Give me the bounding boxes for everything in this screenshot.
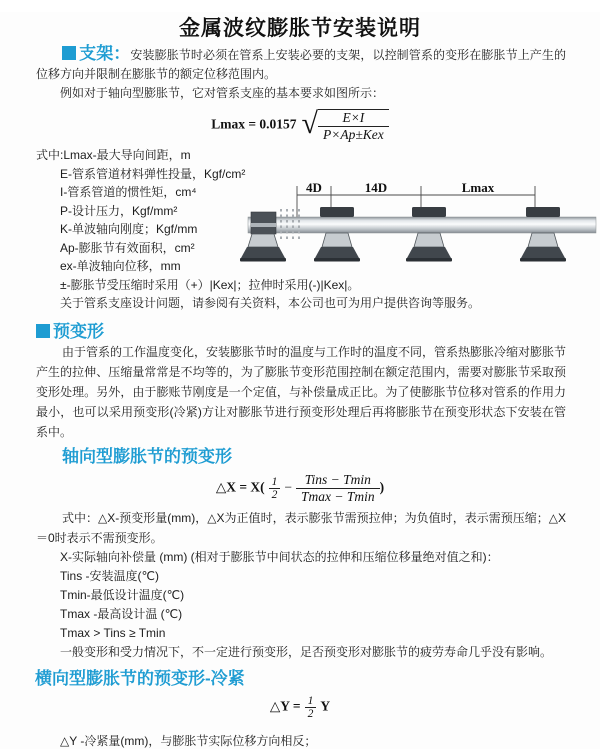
lmax-formula-lhs: Lmax = 0.0157 [211, 116, 297, 132]
temperature-fraction: $\frac{\text{Tins − Tmin}}{Tmax - Tmin}$ [296, 473, 380, 504]
pipe-support-diagram [248, 179, 596, 279]
radical-sign: √ [301, 106, 319, 140]
minus-sign: − [284, 479, 293, 495]
guide-support [520, 207, 566, 262]
predeform-paragraph: 由于管系的工作温度变化，安装膨胀节时的温度与工作时的温度不同，管系热膨胀冷缩对膨胀节产生的拉伸、压缩量常常是不均等的，为了膨胀节变形范围控制在额定范围内，需要对膨胀节采取预变形处理。另外，由于膨账节刚度是一个定值，与补偿量成正比。为了使膨胀节位移对管系的作用力最小，也可以采用预变形(冷紧)方让对膨胀节进行预变形处理后再将膨胀节在预变形状态下安装在管系中。 [36, 344, 567, 439]
axial-temperature-inequality: Tmax > Tins ≥ Tmin [60, 625, 166, 640]
axial-tins-definition: Tins -安装温度(℃) [60, 568, 160, 583]
blue-square-icon [62, 46, 76, 60]
blue-square-icon [36, 324, 50, 338]
axial-x-definition: X-实际轴向补偿量 (mm) (相对于膨胀节中间状态的拉伸和压缩位移量绝对值之和)： [60, 549, 499, 564]
support-intro-paragraph [36, 44, 566, 84]
pipe [248, 217, 596, 233]
consult-note: 关于管系支座设计问题，请参阅有关资料，本公司也可为用户提供咨询等服务。 [60, 296, 481, 310]
delta-y-lhs: △Y = [269, 698, 301, 714]
definition-line: E-管系管道材料弹性投量，Kgf/cm² [60, 166, 246, 181]
lmax-formula-root [318, 109, 389, 142]
lmax-formula-numerator: E×I [318, 111, 389, 127]
definition-line: 式中:Lmax-最大导向间距，m [36, 148, 191, 162]
page-title: 金属波纹膨胀节安装说明 [179, 17, 421, 40]
delta-x-formula [0, 473, 600, 504]
one-half-fraction: $\frac{1}{2}$ [305, 695, 317, 720]
definition-line: I-管系管道的惯性矩，cm⁴ [60, 185, 197, 199]
delta-y-rhs: Y [320, 698, 331, 714]
predeform-heading-label: 预变形 [53, 321, 104, 341]
axial-tmax-definition: Tmax -最高设计温 (℃) [60, 606, 183, 621]
dim-label-4d: 4D [306, 180, 322, 195]
axial-where-clause: 式中：△X-预变形量(mm)，△X为正值时，表示膨张节需预拉伸；为负值时，表示需预压缩；△X＝0时表示不需预变形。 [36, 510, 566, 545]
dim-label-14d: 14D [364, 180, 388, 195]
definition-line: P-设计压力，Kgf/mm² [60, 203, 178, 218]
definition-line: Ap-膨胀节有效面积，cm² [60, 240, 195, 255]
delta-x-lhs: △X = X( [215, 479, 265, 495]
one-half-fraction: $\frac{1}{2}$ [269, 476, 281, 501]
support-intro-text: 安装膨胀节时必须在管系上安装必要的支架，以控制管系的变形在膨胀节上产生的位移方向并限制在膨胀节的额定位移范围内。 [36, 48, 567, 81]
document-page [0, 12, 600, 749]
delta-y-formula [0, 695, 600, 720]
transverse-note: △Y -冷紧量(mm)，与膨胀节实际位移方向相反； [60, 733, 317, 748]
support-heading-label: 支架： [79, 44, 131, 63]
transverse-subsection-heading: 横向型膨胀节的预变形-冷紧 [35, 668, 245, 688]
lmax-formula-fraction [318, 111, 389, 142]
support-example-line: 例如对于轴向型膨胀节，它对管系支座的基本要求如图所示： [60, 86, 385, 100]
dim-label-lmax: Lmax [461, 180, 495, 195]
plus-minus-note: ±-膨胀节受压缩时采用（+）|Kex|；拉伸时采用(-)|Kex|。 [60, 277, 360, 292]
predeform-section-heading [36, 321, 600, 342]
guide-support [406, 207, 452, 262]
definition-line: K-单波轴向刚度；Kgf/mm [60, 222, 198, 236]
axial-note: 一般变形和受力情况下，不一定进行预变形，足否预变形对膨胀节的疲劳寿命几乎没有影响。 [60, 644, 553, 659]
lmax-formula [0, 106, 600, 142]
delta-x-close-paren: ) [379, 479, 385, 495]
lmax-formula-denominator: P×Ap±Kex [323, 127, 384, 142]
axial-tmin-definition: Tmin-最低设计温度(℃) [60, 587, 185, 602]
definitions-and-diagram [0, 146, 600, 276]
definition-line: ex-单波轴向位移，mm [60, 259, 181, 273]
axial-subsection-heading: 轴向型膨胀节的预变形 [62, 446, 232, 466]
guide-support [314, 207, 360, 262]
support-section-heading [62, 44, 130, 63]
